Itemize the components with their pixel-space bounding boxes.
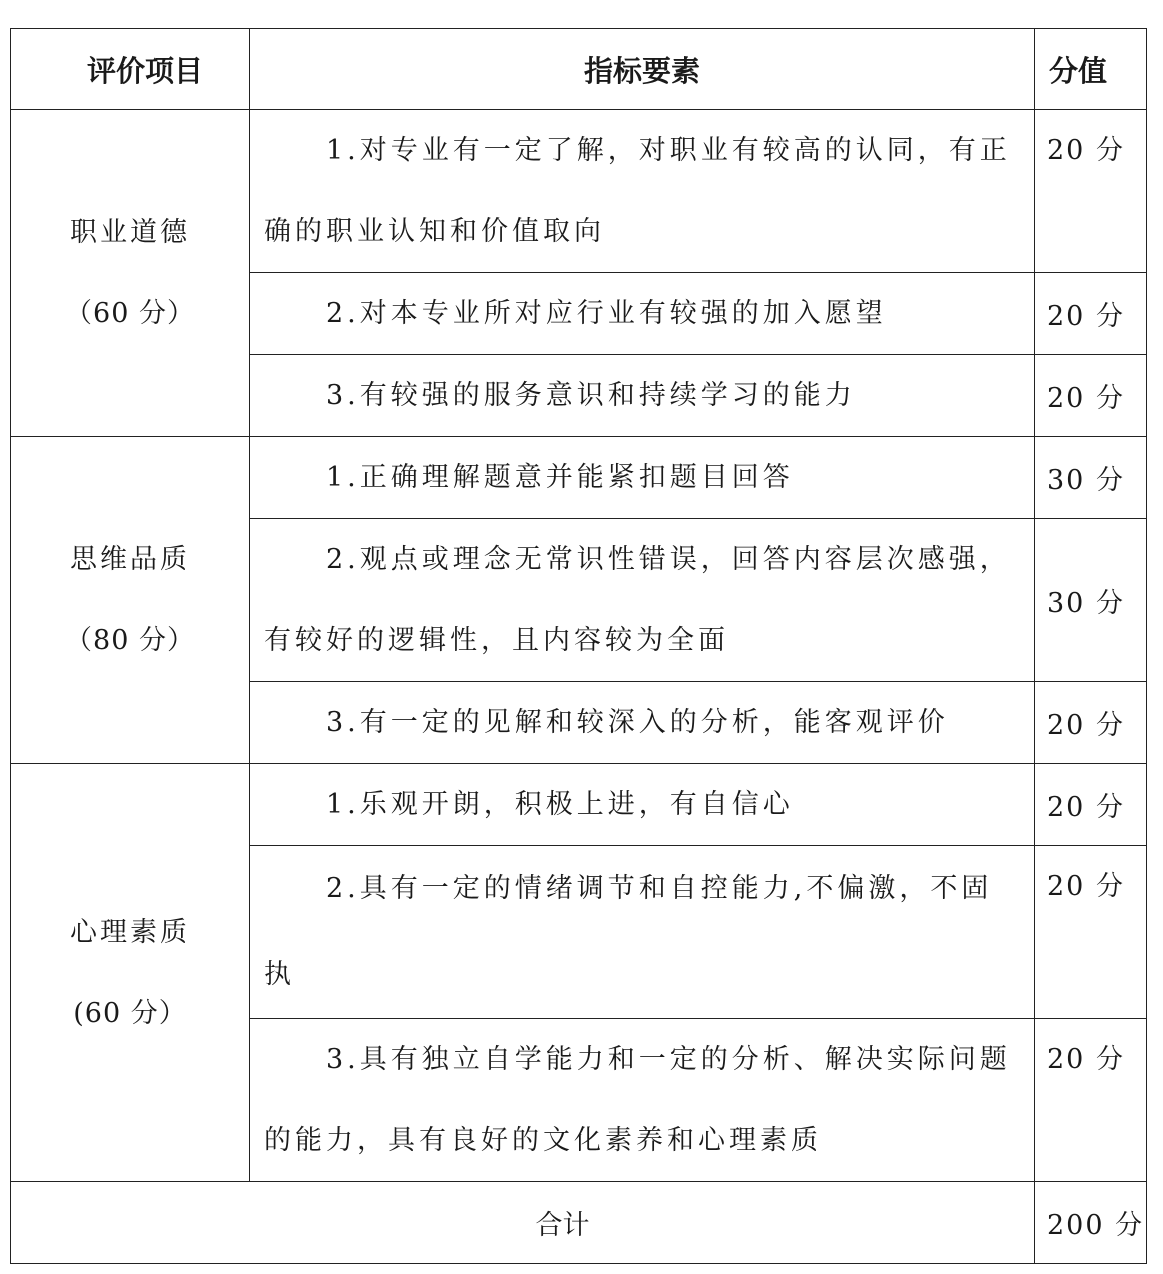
category-name: 思维品质 bbox=[70, 544, 190, 575]
category-cell bbox=[11, 437, 250, 764]
indicator-text: 2.观点或理念无常识性错误，回答内容层次感强，有较好的逻辑性，且内容较为全面 bbox=[264, 544, 1011, 656]
points-cell: 20 分 bbox=[1035, 846, 1147, 1019]
indicator-cell bbox=[250, 437, 1035, 519]
points-cell: 20 分 bbox=[1035, 355, 1147, 437]
indicator-cell bbox=[250, 764, 1035, 846]
total-row bbox=[11, 1182, 1147, 1264]
category-subtotal: (60 分） bbox=[73, 997, 187, 1029]
total-points: 200 分 bbox=[1035, 1182, 1147, 1264]
indicator-text: 1.正确理解题意并能紧扣题目回答 bbox=[326, 462, 794, 493]
evaluation-table bbox=[10, 28, 1147, 1264]
header-points: 分值 bbox=[1035, 29, 1147, 110]
category-subtotal: （80 分） bbox=[65, 625, 195, 656]
category-subtotal: （60 分） bbox=[65, 298, 195, 329]
indicator-text: 3.有一定的见解和较深入的分析，能客观评价 bbox=[326, 707, 949, 738]
indicator-cell bbox=[250, 355, 1035, 437]
indicator-cell bbox=[250, 519, 1035, 682]
points-cell: 20 分 bbox=[1035, 764, 1147, 846]
header-row bbox=[11, 29, 1147, 110]
points-cell: 30 分 bbox=[1035, 437, 1147, 519]
indicator-text: 2.对本专业所对应行业有较强的加入愿望 bbox=[326, 298, 887, 329]
indicator-text: 3.有较强的服务意识和持续学习的能力 bbox=[326, 380, 856, 411]
points-cell: 30 分 bbox=[1035, 519, 1147, 682]
header-indicator: 指标要素 bbox=[250, 29, 1035, 110]
category-name: 心理素质 bbox=[70, 916, 190, 948]
total-label: 合计 bbox=[11, 1182, 1035, 1264]
points-cell: 20 分 bbox=[1035, 110, 1147, 273]
category-cell bbox=[11, 764, 250, 1182]
table-row bbox=[11, 110, 1147, 273]
indicator-cell bbox=[250, 1019, 1035, 1182]
category-name: 职业道德 bbox=[70, 217, 190, 248]
indicator-cell bbox=[250, 846, 1035, 1019]
category-cell bbox=[11, 110, 250, 437]
points-cell: 20 分 bbox=[1035, 273, 1147, 355]
indicator-text: 3.具有独立自学能力和一定的分析、解决实际问题的能力，具有良好的文化素养和心理素质 bbox=[264, 1044, 1011, 1156]
header-category: 评价项目 bbox=[11, 29, 250, 110]
indicator-cell bbox=[250, 110, 1035, 273]
points-cell: 20 分 bbox=[1035, 682, 1147, 764]
indicator-text: 1.对专业有一定了解，对职业有较高的认同，有正确的职业认知和价值取向 bbox=[264, 135, 1011, 247]
indicator-cell bbox=[250, 682, 1035, 764]
indicator-text: 2.具有一定的情绪调节和自控能力,不偏激，不固执 bbox=[264, 873, 993, 990]
evaluation-table-container bbox=[10, 28, 1147, 1264]
table-row bbox=[11, 437, 1147, 519]
indicator-cell bbox=[250, 273, 1035, 355]
table-row bbox=[11, 764, 1147, 846]
points-cell: 20 分 bbox=[1035, 1019, 1147, 1182]
indicator-text: 1.乐观开朗，积极上进，有自信心 bbox=[326, 789, 794, 820]
